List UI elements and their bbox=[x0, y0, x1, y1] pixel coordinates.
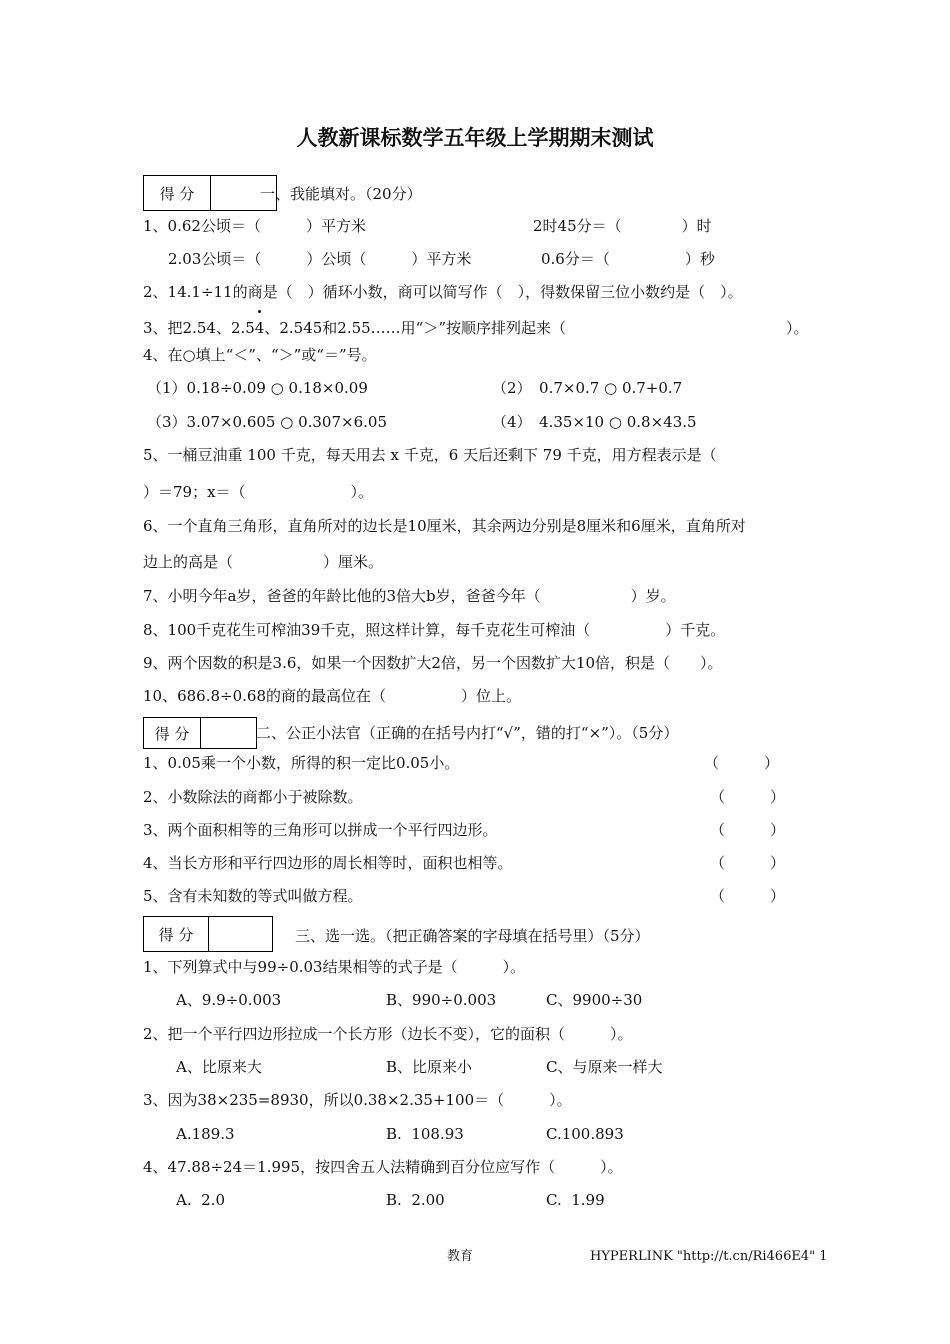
judge-item: 4、当长方形和平行四边形的周长相等时，面积也相等。 bbox=[143, 854, 513, 872]
choice-question: 1、下列算式中与99÷0.03结果相等的式子是（ ）。 bbox=[143, 958, 526, 976]
choice-option-b: B. 108.93 bbox=[386, 1125, 464, 1143]
judge-item: 1、0.05乘一个小数，所得的积一定比0.05小。 bbox=[143, 754, 460, 772]
score-box bbox=[143, 916, 273, 952]
choice-option-a: A. 2.0 bbox=[176, 1191, 225, 1209]
question-line: （4） 4.35×10 ○ 0.8×43.5 bbox=[492, 413, 697, 431]
score-box-label: 得 分 bbox=[144, 176, 211, 210]
choice-option-a: A、比原来大 bbox=[176, 1058, 262, 1076]
choice-option-a: A、9.9÷0.003 bbox=[176, 991, 282, 1009]
question-line: 8、100千克花生可榨油39千克，照这样计算，每千克花生可榨油（ ）千克。 bbox=[143, 621, 726, 639]
judge-bracket: （ ） bbox=[710, 788, 786, 806]
section-heading: 一、我能填对。（20分） bbox=[260, 185, 422, 203]
choice-option-b: B、990÷0.003 bbox=[386, 991, 497, 1009]
question-line: （2） 0.7×0.7 ○ 0.7+0.7 bbox=[492, 379, 683, 397]
judge-item: 3、两个面积相等的三角形可以拼成一个平行四边形。 bbox=[143, 821, 498, 839]
choice-question: 2、把一个平行四边形拉成一个长方形（边长不变），它的面积（ ）。 bbox=[143, 1025, 633, 1043]
question-line: 0.6分＝（ ）秒 bbox=[541, 250, 715, 268]
question-line: 4、在○填上“＜”、“＞”或“＝”号。 bbox=[143, 346, 377, 364]
score-box bbox=[143, 175, 277, 211]
question-line: 1、0.62公顷＝（ ）平方米 bbox=[143, 217, 366, 235]
choice-option-c: C. 1.99 bbox=[546, 1191, 605, 1209]
choice-option-a: A.189.3 bbox=[176, 1125, 235, 1143]
footer-hyperlink[interactable]: HYPERLINK "http://t.cn/Ri466E4" 1 bbox=[590, 1249, 828, 1264]
choice-option-c: C.100.893 bbox=[546, 1125, 624, 1143]
question-line: （3）3.07×0.605 ○ 0.307×6.05 bbox=[147, 413, 387, 431]
question-line: （1）0.18÷0.09 ○ 0.18×0.09 bbox=[147, 379, 368, 397]
choice-option-b: B. 2.00 bbox=[386, 1191, 445, 1209]
repeating-decimal-dot bbox=[258, 310, 261, 313]
judge-bracket: （ ） bbox=[710, 854, 786, 872]
score-box-blank bbox=[201, 718, 256, 748]
choice-question: 3、因为38×235=8930，所以0.38×2.35+100＝（ ）。 bbox=[143, 1091, 572, 1109]
question-line: 边上的高是（ ）厘米。 bbox=[143, 553, 384, 571]
judge-bracket: （ ） bbox=[710, 821, 786, 839]
score-box-label: 得 分 bbox=[144, 718, 201, 748]
score-box bbox=[143, 717, 257, 749]
question-line: 10、686.8÷0.68的商的最高位在（ ）位上。 bbox=[143, 687, 521, 705]
judge-bracket: （ ） bbox=[704, 754, 780, 772]
question-line: 5、一桶豆油重 100 千克，每天用去 x 千克，6 天后还剩下 79 千克，用方程表示是（ bbox=[143, 446, 717, 464]
score-box-blank bbox=[209, 917, 272, 951]
question-line: 7、小明今年a岁，爸爸的年龄比他的3倍大b岁，爸爸今年（ ）岁。 bbox=[143, 587, 676, 605]
judge-item: 5、含有未知数的等式叫做方程。 bbox=[143, 887, 363, 905]
section-heading: 二、公正小法官（正确的在括号内打“√”，错的打“×”）。（5分） bbox=[256, 724, 679, 742]
question-line: 9、两个因数的积是3.6，如果一个因数扩大2倍，另一个因数扩大10倍，积是（ ）。 bbox=[143, 654, 723, 672]
section-heading: 三、选一选。（把正确答案的字母填在括号里）（5分） bbox=[295, 927, 650, 945]
score-box-label: 得 分 bbox=[144, 917, 209, 951]
choice-option-c: C、与原来一样大 bbox=[546, 1058, 663, 1076]
question-line: ）＝79；x＝（ ）。 bbox=[143, 483, 374, 501]
choice-option-c: C、9900÷30 bbox=[546, 991, 643, 1009]
question-line: 3、把2.54、2.54、2.545和2.55……用“＞”按顺序排列起来（ bbox=[143, 319, 567, 337]
question-line: 2时45分＝（ ）时 bbox=[533, 217, 712, 235]
question-line: ）。 bbox=[786, 319, 809, 337]
page-title: 人教新课标数学五年级上学期期末测试 bbox=[296, 125, 654, 150]
question-line: 6、一个直角三角形，直角所对的边长是10厘米，其余两边分别是8厘米和6厘米，直角所对 bbox=[143, 517, 746, 535]
judge-bracket: （ ） bbox=[710, 887, 786, 905]
choice-question: 4、47.88÷24＝1.995，按四舍五人法精确到百分位应写作（ ）。 bbox=[143, 1158, 623, 1176]
judge-item: 2、小数除法的商都小于被除数。 bbox=[143, 788, 363, 806]
footer-left: 教育 bbox=[447, 1249, 474, 1264]
question-line: 2、14.1÷11的商是（ ）循环小数，商可以简写作（ ），得数保留三位小数约是（ ）。 bbox=[143, 283, 743, 301]
question-line: 2.03公顷＝（ ）公顷（ ）平方米 bbox=[168, 250, 472, 268]
choice-option-b: B、比原来小 bbox=[386, 1058, 473, 1076]
